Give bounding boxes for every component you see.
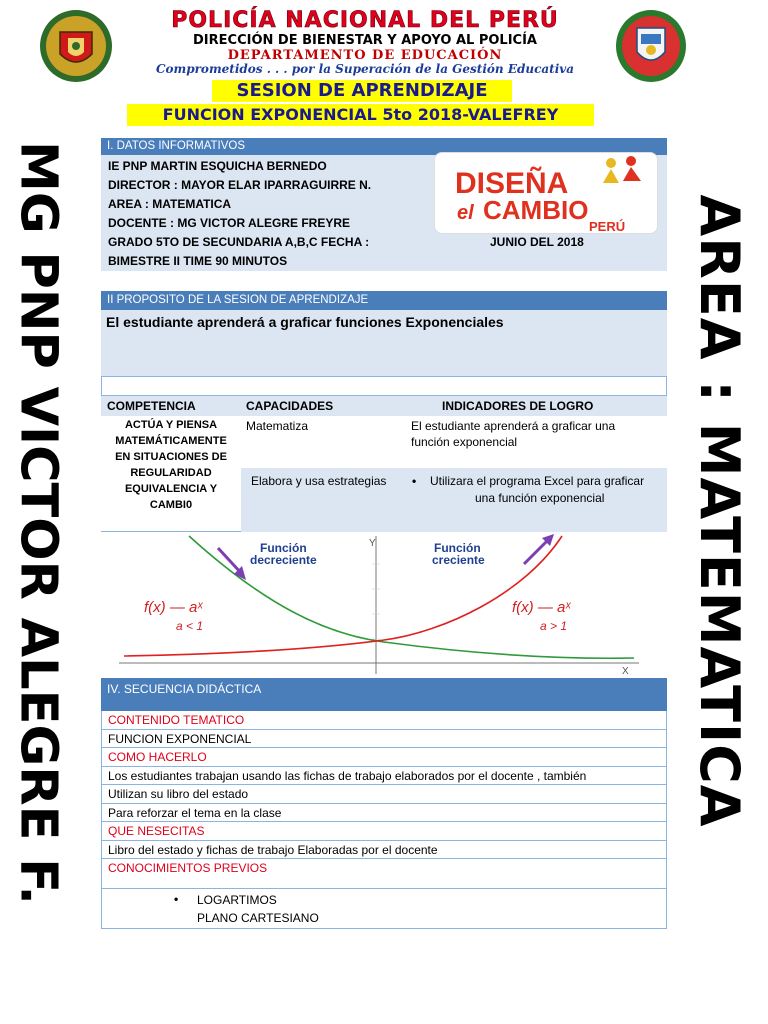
campaign-line3: PERÚ: [589, 219, 626, 234]
competencia-line: EQUIVALENCIA Y: [124, 483, 218, 495]
document-subtitle: FUNCION EXPONENCIAL 5to 2018-VALEFREY: [127, 104, 594, 126]
formula-left: f(x) — aˣ: [144, 599, 203, 616]
people-icon: [603, 156, 641, 183]
competencia-line: REGULARIDAD: [130, 467, 212, 479]
contenido-value: FUNCION EXPONENCIAL: [102, 730, 666, 749]
como-line-2: Utilizan su libro del estado: [102, 785, 666, 804]
docente-line: DOCENTE : MG VICTOR ALEGRE FREYRE: [108, 216, 351, 230]
contenido-label: CONTENIDO TEMATICO: [102, 711, 666, 730]
indicador-2-line2: una función exponencial: [475, 491, 605, 505]
department-title: DEPARTAMENTO DE EDUCACIÓN: [227, 48, 503, 63]
document-title: SESION DE APRENDIZAJE: [212, 80, 512, 102]
col-capacidades: CAPACIDADES: [246, 399, 334, 413]
empty-row: [101, 376, 667, 396]
indicador-1-line1: El estudiante aprenderá a graficar una: [411, 419, 616, 433]
label-decreasing-1: Función: [260, 541, 307, 555]
ie-line: IE PNP MARTIN ESQUICHA BERNEDO: [108, 159, 327, 173]
institution-title: POLICÍA NACIONAL DEL PERÚ: [171, 8, 559, 33]
competencia-line: ACTÚA Y PIENSA: [124, 419, 218, 431]
proposito-text: El estudiante aprenderá a graficar funciones Exponenciales: [106, 314, 504, 330]
campaign-line2a: el: [457, 202, 474, 224]
teacher-vertical-banner: [10, 114, 66, 932]
capacidad-2: Elabora y usa estrategias: [251, 474, 387, 488]
school-shield-logo-right: [613, 8, 689, 84]
campaign-line1: DISEÑA: [455, 167, 569, 200]
secuencia-body: [101, 711, 667, 929]
indicador-2-bullet: •: [412, 474, 417, 488]
y-axis-label: Y: [369, 538, 376, 549]
increasing-curve: [124, 536, 562, 656]
col-competencia: COMPETENCIA: [107, 399, 196, 413]
area-vertical-banner: [688, 86, 750, 936]
como-line-3: Para reforzar el tema en la clase: [102, 804, 666, 823]
formula-right: f(x) — aˣ: [512, 599, 571, 616]
fecha-value: JUNIO DEL 2018: [490, 235, 584, 249]
previos-item-2: PLANO CARTESIANO: [197, 911, 319, 925]
proposito-header: [101, 291, 667, 310]
col-indicadores: INDICADORES DE LOGRO: [442, 399, 594, 413]
bimestre-line: BIMESTRE II TIME 90 MINUTOS: [108, 254, 288, 268]
competencia-line: CAMBI0: [149, 499, 193, 511]
arrow-increasing-icon: [524, 534, 554, 564]
label-increasing-2: creciente: [432, 553, 485, 567]
previos-label: CONOCIMIENTOS PREVIOS: [102, 859, 666, 889]
proposito-header-label: II PROPOSITO DE LA SESION DE APRENDIZAJE: [107, 294, 369, 306]
competencias-body: [101, 416, 667, 532]
directorate-title: DIRECCIÓN DE BIENESTAR Y APOYO AL POLICÍA: [193, 33, 537, 48]
condition-right: a > 1: [540, 619, 568, 633]
campaign-line2b: CAMBIO: [483, 195, 589, 225]
competencias-header-row: [101, 396, 667, 416]
area-line: AREA : MATEMATICA: [108, 197, 232, 211]
director-line: DIRECTOR : MAYOR ELAR IPARRAGUIRRE N.: [108, 178, 372, 192]
como-label: COMO HACERLO: [102, 748, 666, 767]
indicador-1-line2: función exponencial: [411, 435, 518, 449]
area-vertical-text: AREA : MATEMATICA: [688, 194, 751, 828]
secuencia-header: [101, 678, 667, 711]
indicador-2-line1: Utilizara el programa Excel para graficar: [430, 474, 645, 488]
grado-line: GRADO 5TO DE SECUNDARIA A,B,C FECHA :: [108, 235, 370, 249]
como-line-1: Los estudiantes trabajan usando las fichas de trabajo elaborados por el docente , también: [102, 767, 666, 786]
proposito-body: [101, 310, 667, 376]
disena-el-cambio-logo: [434, 152, 658, 234]
datos-header-label: I. DATOS INFORMATIVOS: [107, 140, 246, 152]
previos-bullet: •: [174, 892, 179, 906]
previos-item-1: LOGARTIMOS: [197, 893, 277, 907]
condition-left: a < 1: [176, 619, 204, 633]
necesitas-label: QUE NESECITAS: [102, 822, 666, 841]
slogan: Comprometidos . . . por la Superación de la Gestión Educativa: [155, 62, 575, 76]
x-axis-label: X: [622, 666, 629, 676]
competencia-line: EN SITUACIONES DE: [115, 451, 227, 463]
label-decreasing-2: decreciente: [250, 553, 317, 567]
necesitas-value: Libro del estado y fichas de trabajo Elaboradas por el docente: [102, 841, 666, 860]
teacher-vertical-text: MG PNP VICTOR ALEGRE F.: [8, 141, 68, 905]
label-increasing-1: Función: [434, 541, 481, 555]
competencia-cell: [101, 416, 241, 532]
exponential-graph: [114, 534, 644, 676]
capacidad-1: Matematiza: [246, 419, 309, 433]
secuencia-header-label: IV. SECUENCIA DIDÁCTICA: [107, 682, 262, 696]
police-shield-logo-left: [38, 8, 114, 84]
competencia-line: MATEMÁTICAMENTE: [115, 435, 227, 447]
